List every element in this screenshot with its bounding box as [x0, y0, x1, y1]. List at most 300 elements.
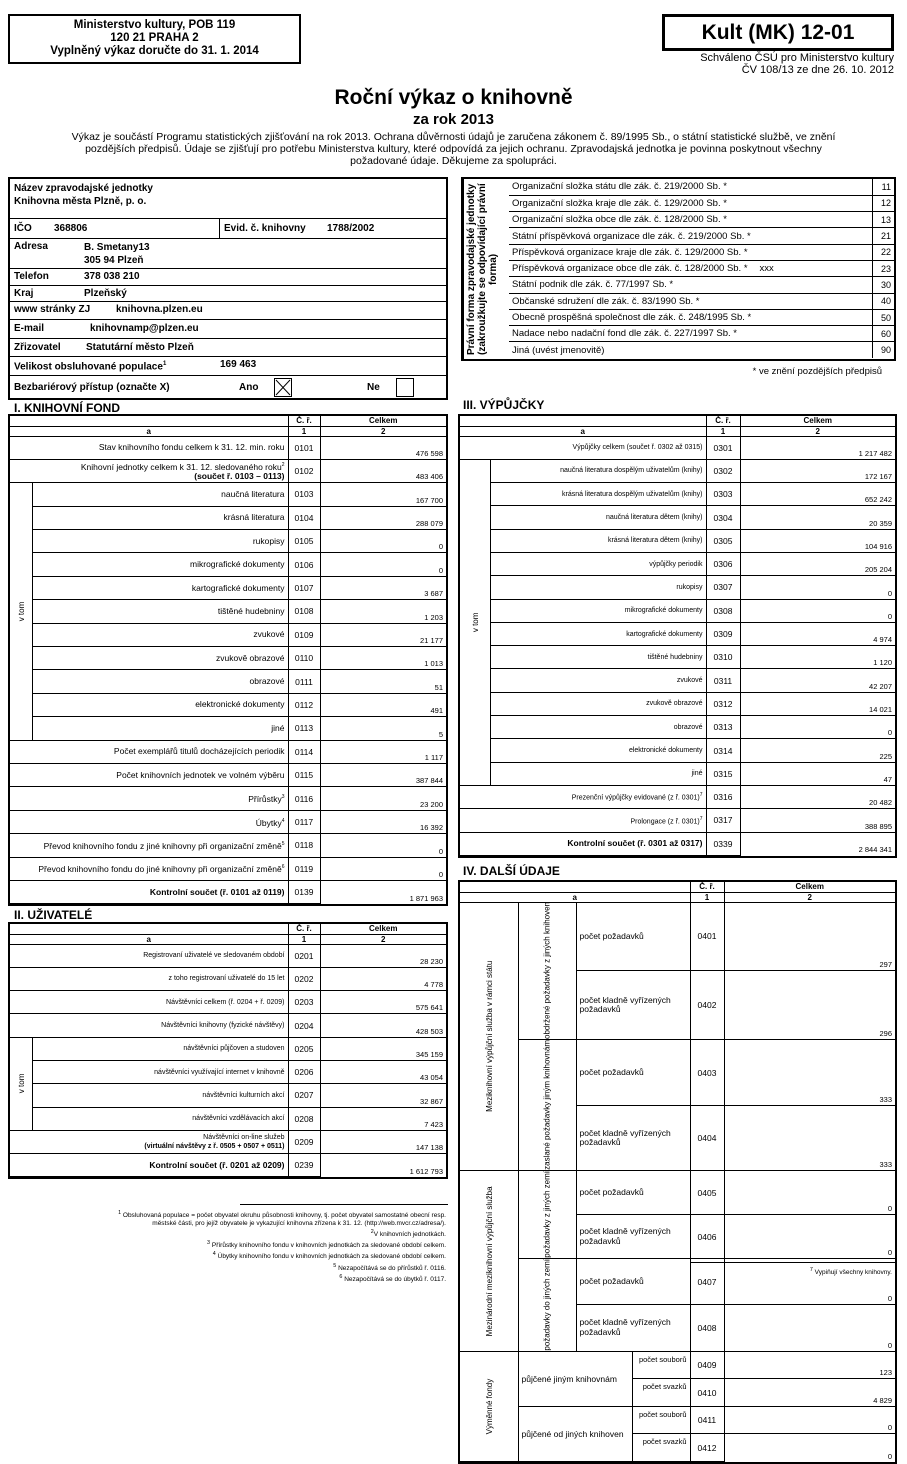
row-value[interactable]: 387 844 [320, 763, 446, 786]
legal-form-text: Organizační složka kraje dle zák. č. 129/2000 Sb. * [512, 197, 727, 209]
v-tom-label: v tom [10, 483, 32, 740]
row-number: 0409 [690, 1351, 724, 1379]
row-label: počet souborů [632, 1351, 690, 1379]
row-label-text: Kontrolní součet (ř. 0301 až 0317) [567, 838, 703, 849]
legal-form-row[interactable] [509, 244, 894, 260]
row-label [490, 529, 706, 552]
access-yes-checkbox[interactable] [274, 378, 292, 397]
subgroup-label: zaslané požadavky jiným knihovnám [518, 1040, 576, 1171]
col-1: 1 [288, 426, 320, 436]
intro-line: požadované údaje. Děkujeme za spolupráci. [350, 155, 557, 167]
row-number: 0112 [288, 693, 320, 716]
row-label [32, 1037, 288, 1060]
legal-form-label [509, 212, 872, 228]
row-label-text: jiné [691, 770, 703, 778]
row-value[interactable]: 1 117 [320, 740, 446, 763]
row-number: 0401 [690, 902, 724, 971]
footnote [14, 1209, 446, 1220]
table-row [460, 716, 895, 739]
row-value[interactable]: 4 778 [320, 967, 446, 990]
row-value[interactable]: 1 013 [320, 647, 446, 670]
row-value[interactable]: 51 [320, 670, 446, 693]
row-label [490, 739, 706, 762]
legal-form-code: 22 [872, 244, 894, 260]
table-row [460, 1171, 895, 1215]
table-row [460, 809, 895, 832]
cr-header: Č. ř. [288, 416, 320, 426]
header-line: Ministerstvo kultury, POB 119 [73, 19, 236, 31]
row-value[interactable]: 5 [320, 717, 446, 740]
row-label [490, 646, 706, 669]
table-row [10, 810, 446, 833]
row-number: 0114 [288, 740, 320, 763]
row-value[interactable]: 0 [320, 553, 446, 576]
row-value[interactable]: 4 974 [740, 622, 895, 645]
table-header [460, 882, 895, 892]
row-value[interactable]: 388 895 [740, 809, 895, 832]
subgroup-label: požadavky z jiných zemí [518, 1171, 576, 1259]
fn-text: Nezapočítává se do přírůstků ř. 0116. [338, 1264, 446, 1272]
row-value[interactable]: 104 916 [740, 529, 895, 552]
row-label-text: rukopisy [252, 535, 285, 546]
row-label [32, 623, 288, 646]
legal-form-row[interactable] [509, 179, 894, 195]
tel-label: Telefon [14, 271, 49, 282]
legal-form-row[interactable] [509, 260, 894, 276]
row-label [32, 483, 288, 506]
row-value[interactable]: 32 867 [320, 1084, 446, 1107]
legal-form-row[interactable] [509, 309, 894, 325]
row-number: 0205 [288, 1037, 320, 1060]
row-value[interactable]: 47 [740, 762, 895, 785]
subgroup-label: požadavky do jiných zemí [518, 1259, 576, 1352]
footnote-ref: 3 [281, 794, 285, 801]
access-no-label: Ne [367, 382, 380, 393]
row-label [490, 692, 706, 715]
row-value[interactable]: 1 612 793 [320, 1154, 446, 1177]
legal-form-label [509, 326, 872, 342]
row-value[interactable]: 428 503 [320, 1014, 446, 1037]
row-label-text: rukopisy [676, 583, 703, 591]
row-label-text: Návštěvníci knihovny (fyzické návštěvy) [161, 1022, 285, 1030]
row-label-text: kartografické dokumenty [626, 630, 703, 638]
row-value[interactable]: 0 [320, 857, 446, 880]
row-number: 0306 [706, 552, 740, 575]
row-value[interactable]: 28 230 [320, 944, 446, 967]
blank-header-cell [10, 416, 288, 426]
legal-form-label [509, 309, 872, 325]
access-no-checkbox[interactable] [396, 378, 414, 397]
fn-num: 4 [212, 1251, 216, 1258]
row-number: 0315 [706, 762, 740, 785]
kraj-label: Kraj [14, 288, 34, 299]
legal-form-code: 23 [872, 260, 894, 276]
table-row [460, 1040, 895, 1105]
access-label: Bezbariérový přístup (označte X) [14, 382, 170, 393]
table-row [460, 669, 895, 692]
row-label [460, 809, 706, 832]
header-line: 120 21 PRAHA 2 [110, 32, 199, 44]
footnote [14, 1250, 446, 1261]
col-2: 2 [724, 892, 895, 902]
unit-info-box [8, 177, 448, 400]
legal-form-label [509, 244, 872, 260]
s3-title: III. VÝPŮJČKY [463, 398, 545, 412]
row-label-text: Registrovaní uživatelé ve sledovaném období [143, 952, 285, 960]
row-label-text: Počet exemplářů titulů docházejících periodik [113, 746, 285, 757]
legal-form-label [509, 260, 872, 276]
zriz-label: Zřizovatel [14, 342, 61, 353]
row-number: 0302 [706, 459, 740, 482]
row-value[interactable]: 1 120 [740, 646, 895, 669]
row-label-text: Kontrolní součet (ř. 0101 až 0119) [149, 886, 285, 897]
table-row [10, 483, 446, 506]
intro-line: pozdějších předpisů. Údaje se zjišťují pro potřebu Ministerstva kultury, které odpovídá za jejich ochranu. Zpravodajská jednotka je povinna poskytnout všechny [85, 143, 822, 155]
row-label-text: elektronické dokumenty [628, 747, 703, 754]
table-row [460, 483, 895, 506]
form-code-box [662, 14, 894, 51]
row-value[interactable]: 21 177 [320, 623, 446, 646]
row-label-text: tištěné hudebniny [217, 605, 285, 616]
intro-line: Výkaz je součástí Programu statistických zjišťování na rok 2013. Ochrana důvěrnosti údajů je zaručena zákonem č. 89/1995 Sb., o státní statistické službě, ve znění [71, 131, 836, 143]
header-address-box [8, 14, 301, 64]
legal-form-row[interactable] [509, 228, 894, 244]
row-number: 0314 [706, 739, 740, 762]
s3-table [460, 416, 895, 856]
x-mark-icon [275, 379, 291, 396]
pop-label: Velikost obsluhované populace [14, 361, 163, 373]
fn-text: Nezapočítává se do úbytků ř. 0117. [344, 1275, 446, 1283]
table-row [10, 787, 446, 810]
page-title: Roční výkaz o knihovně [334, 86, 573, 109]
row-value[interactable]: 0 [724, 1434, 895, 1462]
footnote-ref: 5 [281, 840, 285, 847]
legal-form-code: 21 [872, 228, 894, 244]
row-label-text: Počet knihovních jednotek ve volném výběru [116, 769, 285, 780]
group-label: Výměnné fondy [460, 1351, 518, 1461]
legal-form-text: Občanské sdružení dle zák. č. 83/1990 Sb. * [512, 295, 700, 307]
row-value[interactable]: 2 844 341 [740, 832, 895, 855]
table-row [10, 693, 446, 716]
legal-form-text: Nadace nebo nadační fond dle zák. č. 227/1997 Sb. * [512, 328, 737, 340]
row-value[interactable]: 296 [724, 971, 895, 1040]
legal-form-row[interactable] [509, 342, 894, 358]
row-number: 0408 [690, 1305, 724, 1351]
s4-table [460, 882, 895, 1462]
row-value[interactable]: 43 054 [320, 1060, 446, 1083]
row-label [490, 622, 706, 645]
table-header-index [10, 934, 446, 944]
cr-header: Č. ř. [690, 882, 724, 892]
table-row [10, 991, 446, 1014]
row-label: počet požadavků [576, 1259, 690, 1305]
row-value[interactable]: 0 [724, 1406, 895, 1434]
group-label: Mezinárodní meziknihovní výpůjční služba [460, 1171, 518, 1351]
footnote-ref: 6 [281, 864, 285, 871]
row-label: počet kladně vyřízených požadavků [576, 1105, 690, 1170]
table-row [460, 785, 895, 808]
row-value[interactable]: 0 [724, 1171, 895, 1215]
row-value[interactable]: 123 [724, 1351, 895, 1379]
row-label [10, 787, 288, 810]
row-value[interactable]: 1 203 [320, 600, 446, 623]
row-number: 0115 [288, 763, 320, 786]
col-a: a [460, 426, 706, 436]
row-number: 0305 [706, 529, 740, 552]
table-header [10, 416, 446, 426]
table-row [10, 623, 446, 646]
kraj-value: Plzeňský [84, 288, 127, 299]
total-header: Celkem [320, 416, 446, 426]
row-value[interactable]: 0 [320, 834, 446, 857]
row-label [490, 483, 706, 506]
row-value[interactable]: 4 829 [724, 1379, 895, 1407]
fn-num: 3 [207, 1240, 211, 1247]
legal-form-row[interactable] [509, 277, 894, 293]
legal-form-code: 90 [872, 342, 894, 358]
row-label: počet svazků [632, 1434, 690, 1462]
table-row [10, 436, 446, 459]
row-label-text: zvukové [676, 677, 703, 685]
row-number: 0110 [288, 647, 320, 670]
row-number: 0308 [706, 599, 740, 622]
row-value[interactable]: 172 167 [740, 459, 895, 482]
row-number: 0303 [706, 483, 740, 506]
row-number: 0316 [706, 785, 740, 808]
legal-form-label [509, 293, 872, 309]
table-row [460, 832, 895, 855]
email-value: knihovnamp@plzen.eu [90, 323, 199, 334]
legal-form-code: 60 [872, 326, 894, 342]
fn-num: 2 [370, 1229, 374, 1236]
form-code: Kult (MK) 12-01 [701, 21, 855, 44]
row-label-text: mikrografické dokumenty [624, 607, 703, 615]
row-label: počet požadavků [576, 1171, 690, 1215]
row-label: počet souborů [632, 1406, 690, 1434]
table-row [10, 459, 446, 482]
row-number: 0208 [288, 1107, 320, 1130]
unit-name: Knihovna města Plzně, p. o. [14, 196, 147, 207]
row-number: 0209 [288, 1130, 320, 1153]
row-label-text: zvukově obrazové [215, 652, 285, 663]
approval [640, 52, 894, 76]
row-label: počet požadavků [576, 1040, 690, 1105]
row-label [32, 553, 288, 576]
fn-text: Obsluhovaná populace = počet obyvatel okruhu působnosti knihovny, tj. počet obyvatel samostatné obecní resp. [122, 1212, 446, 1220]
row-number: 0310 [706, 646, 740, 669]
legal-form-box [461, 177, 896, 361]
legal-form-row[interactable] [509, 293, 894, 309]
row-value[interactable]: 7 423 [320, 1107, 446, 1130]
row-number: 0108 [288, 600, 320, 623]
row-label [10, 967, 288, 990]
row-label-text: zvukové [253, 629, 285, 640]
table-row [10, 1154, 446, 1177]
row-number: 0204 [288, 1014, 320, 1037]
row-label: počet svazků [632, 1379, 690, 1407]
addr-line: 305 94 Plzeň [84, 255, 144, 266]
table-row [460, 552, 895, 575]
row-label [32, 1107, 288, 1130]
row-value[interactable]: 0 [724, 1259, 895, 1305]
footnote [14, 1239, 446, 1250]
row-number: 0405 [690, 1171, 724, 1215]
row-label-text: naučná literatura dětem (knihy) [606, 514, 703, 522]
row-label [10, 834, 288, 857]
row-value[interactable]: 0 [320, 530, 446, 553]
row-value[interactable]: 205 204 [740, 552, 895, 575]
legal-form-label [509, 179, 872, 195]
row-label [10, 459, 288, 482]
row-label-sub: (součet ř. 0103 – 0113) [194, 471, 285, 481]
row-number: 0404 [690, 1105, 724, 1170]
row-label [490, 459, 706, 482]
table-row [10, 506, 446, 529]
fn-text: městské části, pro jejíž obyvatele je vykazující knihovna zřízena k 31. 12. (http://web.mvcr.cz/adresa/). [152, 1220, 446, 1228]
legal-form-row[interactable] [509, 195, 894, 211]
table-row [10, 647, 446, 670]
table-row [10, 1060, 446, 1083]
row-label [32, 693, 288, 716]
table-row [10, 576, 446, 599]
row-label [10, 740, 288, 763]
row-value[interactable]: 14 021 [740, 692, 895, 715]
legal-form-row[interactable] [509, 212, 894, 228]
row-label [460, 436, 706, 459]
evid-label: Evid. č. knihovny [224, 223, 306, 234]
legal-form-text: Jiná (uvést jmenovitě) [512, 344, 605, 356]
row-value[interactable]: 1 871 963 [320, 880, 446, 903]
row-value[interactable]: 147 138 [320, 1130, 446, 1153]
legal-form-text: Příspěvková organizace obce dle zák. č. 128/2000 Sb. * [512, 263, 748, 275]
legal-form-row[interactable] [509, 326, 894, 342]
row-label [32, 576, 288, 599]
row-value[interactable]: 333 [724, 1040, 895, 1105]
table-row [10, 553, 446, 576]
row-value[interactable]: 575 641 [320, 991, 446, 1014]
row-number: 0406 [690, 1215, 724, 1259]
row-number: 0407 [690, 1259, 724, 1305]
table-row [10, 834, 446, 857]
intro-text [8, 131, 899, 167]
email-label: E-mail [14, 323, 45, 334]
legal-form-mark: xxx [759, 263, 774, 275]
row-label [490, 599, 706, 622]
row-label: počet kladně vyřízených požadavků [576, 1215, 690, 1259]
row-label [10, 1154, 288, 1177]
row-label: počet požadavků [576, 902, 690, 971]
row-label [460, 832, 706, 855]
row-value[interactable]: 491 [320, 693, 446, 716]
row-label [490, 576, 706, 599]
row-number: 0103 [288, 483, 320, 506]
row-value[interactable]: 483 406 [320, 459, 446, 482]
legal-note: * ve znění pozdějších předpisů [752, 366, 882, 377]
row-value[interactable]: 0 [740, 599, 895, 622]
row-label-text: mikrografické dokumenty [190, 559, 285, 570]
row-value[interactable]: 652 242 [740, 483, 895, 506]
col-2: 2 [320, 934, 446, 944]
row-value[interactable]: 333 [724, 1105, 895, 1170]
footnote-ref: 2 [281, 462, 285, 469]
row-number: 0307 [706, 576, 740, 599]
row-number: 0104 [288, 506, 320, 529]
row-value[interactable]: 0 [724, 1215, 895, 1259]
row-label-text: naučná literatura [221, 488, 285, 499]
row-label-text: obrazové [249, 676, 285, 687]
row-label-text: Návštěvníci on-line služeb [203, 1134, 285, 1142]
row-label-text: krásná literatura dospělým uživatelům (knihy) [562, 490, 703, 498]
legal-form-code: 50 [872, 309, 894, 325]
row-value[interactable]: 1 217 482 [740, 436, 895, 459]
s2-table [10, 924, 446, 1177]
table-row [460, 739, 895, 762]
ico-value: 368806 [54, 223, 88, 234]
row-label-text: tištěné hudebniny [647, 653, 703, 661]
table-row [460, 692, 895, 715]
row-number: 0312 [706, 692, 740, 715]
row-label-text: naučná literatura dospělým uživatelům (knihy) [560, 467, 703, 475]
row-value[interactable]: 297 [724, 902, 895, 971]
legal-form-text: Organizační složka státu dle zák. č. 219/2000 Sb. * [512, 181, 727, 193]
row-label [490, 552, 706, 575]
row-number: 0304 [706, 506, 740, 529]
row-number: 0411 [690, 1406, 724, 1434]
row-label-text: výpůjčky periodik [649, 560, 703, 568]
row-number: 0239 [288, 1154, 320, 1177]
row-label-text: Přírůstky [248, 793, 282, 804]
row-label [32, 1060, 288, 1083]
row-value[interactable]: 23 200 [320, 787, 446, 810]
table-row [10, 880, 446, 903]
row-value[interactable]: 0 [724, 1305, 895, 1351]
page-subtitle: za rok 2013 [413, 111, 494, 128]
row-label [32, 530, 288, 553]
row-value[interactable]: 225 [740, 739, 895, 762]
row-label-text: Návštěvníci celkem (ř. 0204 + ř. 0209) [166, 998, 285, 1006]
legal-form-code: 13 [872, 212, 894, 228]
legal-form-label [509, 195, 872, 211]
row-value[interactable]: 20 359 [740, 506, 895, 529]
row-value[interactable]: 3 687 [320, 576, 446, 599]
legal-form-text: Státní podnik dle zák. č. 77/1997 Sb. * [512, 279, 674, 291]
zriz-value: Statutární město Plzeň [86, 342, 194, 353]
s4-title: IV. DALŠÍ ÚDAJE [463, 864, 560, 878]
row-value[interactable]: 20 482 [740, 785, 895, 808]
col-2: 2 [320, 426, 446, 436]
row-value[interactable]: 476 598 [320, 436, 446, 459]
row-number: 0105 [288, 530, 320, 553]
row-label-text: krásná literatura [223, 512, 285, 523]
row-number: 0107 [288, 576, 320, 599]
row-number: 0202 [288, 967, 320, 990]
row-value[interactable]: 167 700 [320, 483, 446, 506]
cr-header: Č. ř. [706, 416, 740, 426]
row-value[interactable]: 288 079 [320, 506, 446, 529]
row-value[interactable]: 16 392 [320, 810, 446, 833]
row-value[interactable]: 345 159 [320, 1037, 446, 1060]
row-value[interactable]: 0 [740, 576, 895, 599]
row-value[interactable]: 42 207 [740, 669, 895, 692]
row-number: 0109 [288, 623, 320, 646]
table-row [10, 740, 446, 763]
table-row [460, 529, 895, 552]
web-value: knihovna.plzen.eu [116, 304, 203, 315]
footnote-ref: 4 [281, 817, 285, 824]
table-row [10, 530, 446, 553]
row-value[interactable]: 0 [740, 716, 895, 739]
row-label [32, 670, 288, 693]
